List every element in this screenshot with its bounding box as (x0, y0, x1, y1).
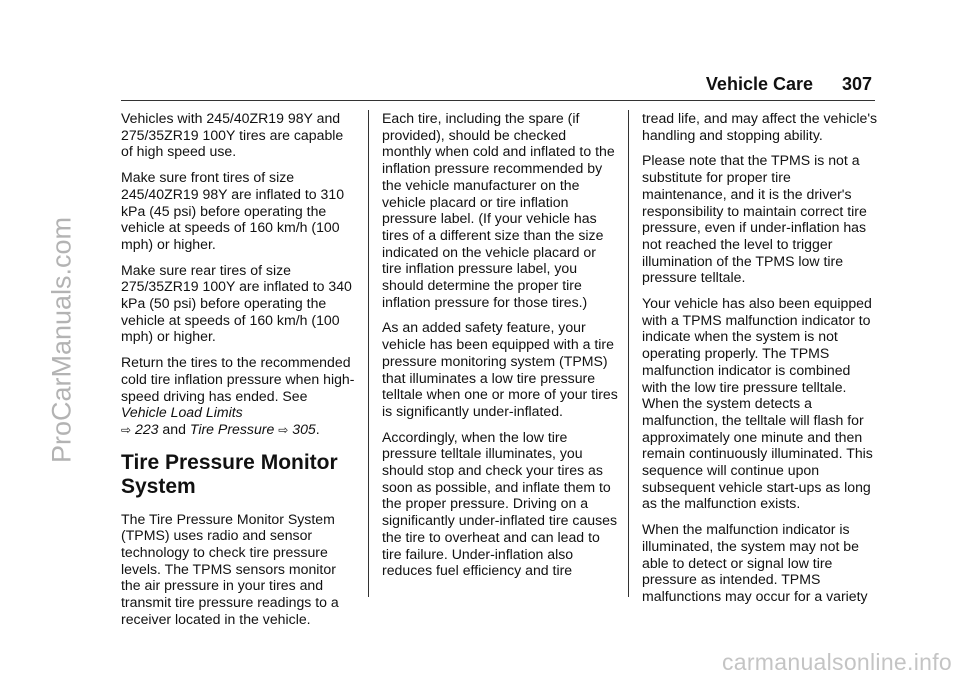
column-divider (368, 110, 369, 597)
paragraph: Each tire, including the spare (if provided), should be checked monthly when cold and inflated to the inflation pressure recommended by the vehicle manufacturer on the vehicle placard or tire inflation pressure label. (If your vehicle has tires of a different size than the size indicated on the vehicle placard or tire inflation pressure label, you should determine the proper tire inflation pressure for those tires.) (382, 110, 615, 310)
paragraph: The Tire Pressure Monitor System (TPMS) uses radio and sensor technology to check tire pressure levels. The TPMS sensors monitor the air pressure in your tires and transmit tire pressure readings to a receiver located in the vehicle. (121, 510, 339, 627)
paragraph: Your vehicle has also been equipped with a TPMS malfunction indicator to indicate when the system is not operating properly. The TPMS malfunction indicator is combined with the low tire pressure telltale. When the system detects a malfunction, the telltale will flash for approximately one minute and then remain continuously illuminated. This sequence will continue upon subsequent vehicle start-ups as long as the malfunction exists. (642, 295, 873, 512)
section-title: Vehicle Care (705, 74, 813, 94)
page-header (121, 74, 875, 101)
side-watermark: ProCarManuals.com (46, 216, 77, 464)
column-1 (121, 110, 357, 637)
footer-watermark: carmanualsonline.info (721, 649, 952, 675)
xref-page-223[interactable]: 223 (134, 420, 159, 437)
column-divider (628, 110, 629, 597)
page-number: 307 (841, 74, 872, 94)
column-3 (642, 110, 878, 614)
connector-text: and (158, 420, 190, 437)
paragraph-text: Return the tires to the recommended cold tire inflation pressure when high-speed driving has ended. See (121, 354, 355, 404)
section-heading: Tire Pressure Monitor System (121, 450, 338, 498)
sentence-end: . (315, 420, 320, 437)
xref-tire-pressure[interactable]: Tire Pressure (189, 420, 275, 437)
paragraph-with-references (121, 354, 357, 439)
paragraph: Vehicles with 245/40ZR19 98Y and 275/35ZR19 100Y tires are capable of high speed use. (121, 110, 344, 160)
page-ref-arrow-icon: ⇨ (121, 422, 132, 437)
paragraph: Accordingly, when the low tire pressure telltale illuminates, you should stop and check your tires as soon as possible, and inflate them to the proper pressure. Driving on a significantly under-inflated tire causes the tire to overheat and can lead to tire failure. Under-inflation also reduces fuel efficiency and tire (382, 428, 618, 579)
paragraph: Please note that the TPMS is not a substitute for proper tire maintenance, and it is the driver's responsibility to maintain correct tire pressure, even if under-inflation has not reached the level to trigger illumination of the TPMS low tire pressure telltale. (642, 152, 867, 286)
paragraph: As an added safety feature, your vehicle has been equipped with a tire pressure monitoring system (TPMS) that illuminates a low tire pressure telltale when one or more of your tires is significantly under-inflated. (382, 319, 618, 419)
xref-vehicle-load-limits[interactable]: Vehicle Load Limits (121, 404, 243, 421)
column-2 (382, 110, 618, 588)
paragraph: When the malfunction indicator is illuminated, the system may not be able to detect or signal low tire pressure as intended. TPMS malfunctions may occur for a variety (642, 521, 868, 604)
xref-page-305[interactable]: 305 (292, 420, 316, 437)
paragraph: tread life, and may affect the vehicle's handling and stopping ability. (642, 110, 878, 143)
page-ref-arrow-icon: ⇨ (278, 422, 289, 437)
paragraph: Make sure rear tires of size 275/35ZR19 100Y are inflated to 340 kPa (50 psi) before operating the vehicle at speeds of 160 km/h (100 mph) or higher. (121, 261, 352, 345)
paragraph: Make sure front tires of size 245/40ZR19 98Y are inflated to 310 kPa (45 psi) before operating the vehicle at speeds of 160 km/h (100 mph) or higher. (121, 169, 345, 252)
